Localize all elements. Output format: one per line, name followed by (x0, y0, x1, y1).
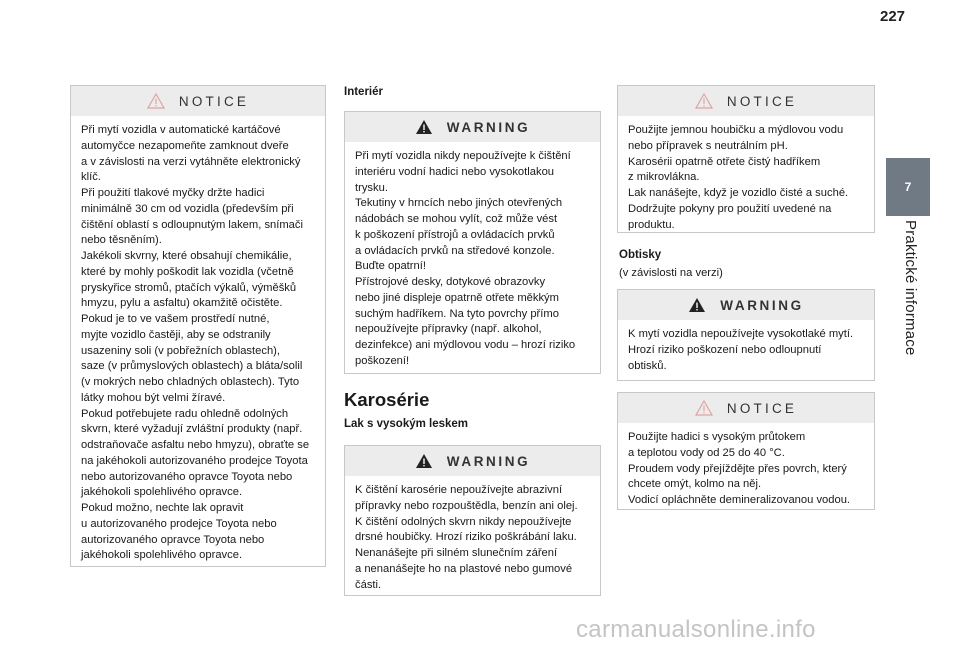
chapter-tab[interactable] (886, 158, 930, 216)
body-heading: Karosérie (344, 389, 430, 410)
warning-triangle-filled-icon (415, 119, 433, 135)
notice-label: NOTICE (726, 400, 798, 416)
notice-text: Použijte hadici s vysokým průtokem a teplotou vody od 25 do 40 °C. Proudem vody přejíždějte přes povrch, který chcete omýt, kolmo na něj. Vodicí opláchněte demineralizovanou vodou. (628, 431, 851, 506)
warning-label: WARNING (720, 297, 804, 313)
warning-header (618, 290, 874, 320)
interior-heading: Interiér (344, 86, 383, 98)
notice-box-rinse (617, 392, 875, 510)
notice-text: Při mytí vozidla v automatické kartáčové automyčce nezapomeňte zamknout dveře a v závislosti na verzi vytáhněte elektronický klíč. Při použití tlakové myčky držte hadici minimálně 30 cm od vozidla (především při čištění oblastí s odloupnutým lakem, snímači nebo těsněním). Jakékoli skvrny, které obsahují chemikálie, které by mohly poškodit lak vozidla (včetně pryskyřice stromů, ptačích výkalů, výměšků hmyzu, pylu a asfaltu) okamžitě očistěte. Pokud je to ve vašem prostředí nutné, myjte vozidlo častěji, aby se odstranily usazeniny soli (v pobřežních oblastech), saze (v průmyslových oblastech) a bláta/solil (v mokrých nebo chladných oblastech). Tyto látky mohou být velmi žíravé. Pokud potřebujete radu ohledně odolných skvrn, které vyžadují zvláštní produkty (např. odstraňovače asfaltu nebo hmyzu), obraťte se na jakéhokoli autorizovaného prodejce Toyota nebo autorizovaného opravce Toyota nebo jakéhokoli spolehlivého opravce. Pokud možno, nechte lak opravit u autorizovaného prodejce Toyota nebo autorizovaného opravce Toyota nebo jakéhokoli spolehlivého opravce. (81, 124, 310, 562)
warning-box-decals (617, 289, 875, 381)
decals-version-note: (v závislosti na verzi) (619, 267, 723, 279)
warning-box-interior (344, 111, 601, 374)
notice-box-gloss (617, 85, 875, 233)
warning-triangle-outline-icon (695, 400, 713, 416)
page-number: 227 (880, 8, 906, 25)
warning-header (345, 446, 600, 476)
notice-header (71, 86, 325, 116)
watermark: carmanualsonline.info (576, 616, 816, 643)
gloss-paint-heading: Lak s vysokým leskem (344, 418, 469, 430)
warning-triangle-filled-icon (415, 453, 433, 469)
warning-text: Při mytí vozidla nikdy nepoužívejte k čištění interiéru vodní hadici nebo vysokotlakou trysku. Tekutiny v hrncích nebo jiných otevřených nádobách se mohou vylít, což může vést k poškození přístrojů a ovládacích prvků a ovládacích prvků na středové konzole. Buďte opatrní! Přístrojové desky, dotykové obrazovky nebo jiné displeje opatrně otřete měkkým suchým hadříkem. Na tyto povrchy přímo nepoužívejte přípravky (např. alkohol, dezinfekce) ani mýdlovou vodu – hrozí riziko poškození! (355, 150, 576, 367)
notice-text: Použijte jemnou houbičku a mýdlovou vodu nebo přípravek s neutrálním pH. Karosérii opatrně otřete čistý hadříkem z mikrovlákna. Lak nanášejte, když je vozidlo čisté a suché. Dodržujte pokyny pro použití uvedené na produktu. (628, 124, 849, 231)
chapter-title: Praktické informace (902, 220, 919, 356)
notice-label: NOTICE (178, 93, 250, 109)
warning-label: WARNING (446, 453, 531, 469)
warning-header (345, 112, 600, 142)
notice-label: NOTICE (726, 93, 798, 109)
chapter-number: 7 (904, 180, 912, 194)
warning-triangle-outline-icon (695, 93, 713, 109)
notice-header (618, 393, 874, 423)
warning-label: WARNING (446, 119, 531, 135)
decals-heading: Obtisky (619, 249, 662, 261)
warning-text: K čištění karosérie nepoužívejte abrazivní přípravky nebo rozpouštědla, benzín ani olej. K čištění odolných skvrn nikdy nepoužívejte drsné houbičky. Hrozí riziko poškrábání laku. Nenanášejte při silném slunečním záření a nenanášejte ho na plastové nebo gumové části. (355, 484, 578, 591)
notice-box-washing (70, 85, 326, 567)
warning-box-body (344, 445, 601, 596)
warning-triangle-outline-icon (147, 93, 165, 109)
notice-header (618, 86, 874, 116)
warning-text: K mytí vozidla nepoužívejte vysokotlaké mytí. Hrozí riziko poškození nebo odloupnutí obtisků. (628, 328, 854, 372)
warning-triangle-filled-icon (688, 297, 706, 313)
